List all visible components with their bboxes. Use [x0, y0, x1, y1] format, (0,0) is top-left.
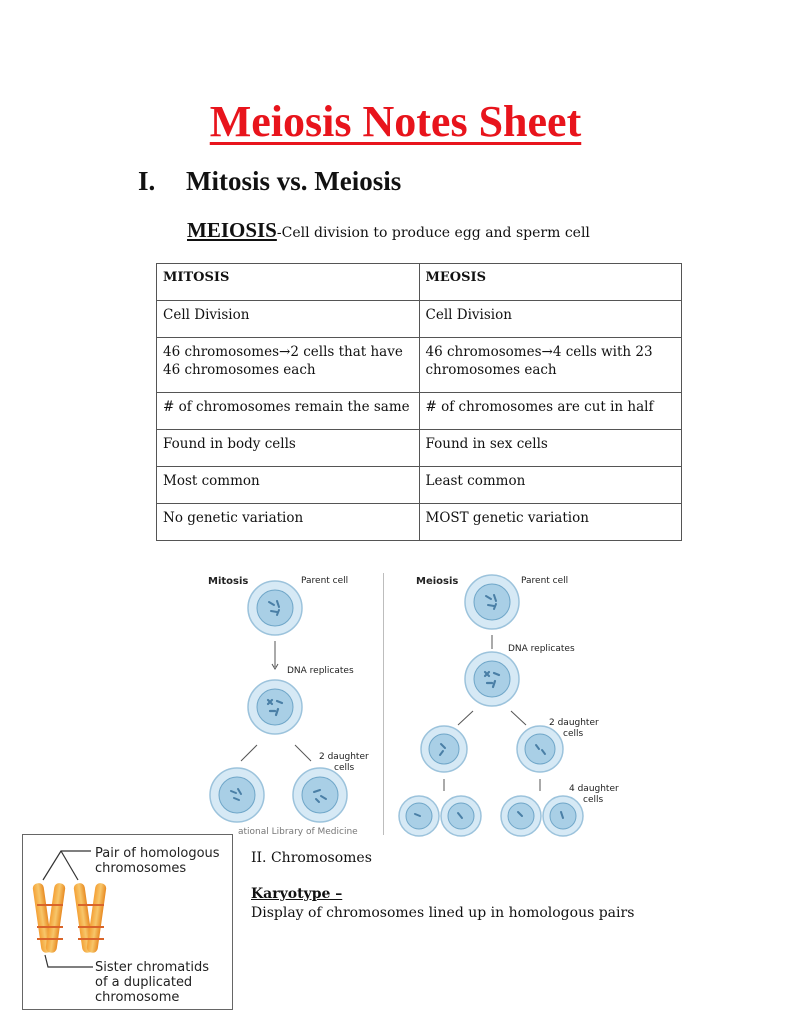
- table-row: [157, 430, 682, 467]
- table-cell: Least common: [419, 467, 682, 504]
- cell-division-diagram: [195, 565, 625, 840]
- table-cell: # of chromosomes remain the same: [157, 393, 420, 430]
- section2-heading: II. Chromosomes: [251, 850, 372, 866]
- meiosis-arrow-right: [511, 711, 526, 725]
- table-cell: MOST genetic variation: [419, 504, 682, 541]
- meiosis-arrow-left: [458, 711, 473, 725]
- image-credit: ational Library of Medicine: [238, 827, 358, 837]
- pointer-line: [61, 851, 78, 880]
- mitosis-daughter-cell: [210, 768, 264, 822]
- table-cell: Cell Division: [157, 301, 420, 338]
- mitosis-replicated-cell: [248, 680, 302, 734]
- meiosis-daughter-cell: [421, 726, 467, 772]
- meiosis-daughter-cell: [517, 726, 563, 772]
- meiosis-two-daughter-label: 2 daughter: [549, 718, 599, 728]
- mitosis-dna-label: DNA replicates: [287, 666, 354, 676]
- table-cell: Found in body cells: [157, 430, 420, 467]
- table-row: [157, 301, 682, 338]
- meiosis-two-daughter-label-2: cells: [563, 729, 584, 739]
- label-sister-chromatids-3: chromosome: [95, 990, 180, 1005]
- chromosome: [73, 883, 107, 954]
- mitosis-parent-cell: [248, 581, 302, 635]
- pointer-line: [45, 955, 93, 967]
- mitosis-arrow-left: [241, 745, 257, 761]
- table-cell: Found in sex cells: [419, 430, 682, 467]
- label-sister-chromatids: Sister chromatids: [95, 960, 209, 975]
- definition-term: MEIOSIS: [187, 218, 277, 242]
- chromosome: [32, 883, 66, 954]
- page-title: Meiosis Notes Sheet: [209, 97, 582, 146]
- karyotype-term: Karyotype –: [251, 886, 343, 902]
- table-cell: # of chromosomes are cut in half: [419, 393, 682, 430]
- header-meiosis: MEOSIS: [419, 264, 682, 301]
- meiosis-four-daughter-label-2: cells: [583, 795, 604, 805]
- section-heading: [138, 166, 401, 197]
- label-sister-chromatids-2: of a duplicated: [95, 975, 193, 990]
- table-cell: No genetic variation: [157, 504, 420, 541]
- label-homologous-pair-2: chromosomes: [95, 861, 187, 876]
- table-cell: 46 chromosomes→4 cells with 23 chromosomes each: [419, 338, 682, 393]
- definition-text: -Cell division to produce egg and sperm cell: [276, 225, 590, 241]
- label-homologous-pair: Pair of homologous: [95, 846, 220, 861]
- header-mitosis: MITOSIS: [157, 264, 420, 301]
- meiosis-gamete-cell: [441, 796, 481, 836]
- pointer-line: [43, 851, 91, 880]
- meiosis-parent-label: Parent cell: [521, 576, 569, 586]
- table-row: [157, 504, 682, 541]
- table-row: [157, 338, 682, 393]
- karyotype-definition: Display of chromosomes lined up in homologous pairs: [251, 905, 635, 921]
- meiosis-gamete-cell: [399, 796, 439, 836]
- table-row: [157, 393, 682, 430]
- meiosis-parent-cell: [465, 575, 519, 629]
- mitosis-label: Mitosis: [208, 576, 249, 587]
- meiosis-four-daughter-label: 4 daughter: [569, 784, 619, 794]
- meiosis-definition: [187, 218, 590, 243]
- section-title: Mitosis vs. Meiosis: [186, 166, 402, 196]
- meiosis-gamete-cell: [543, 796, 583, 836]
- table-header-row: [157, 264, 682, 301]
- mitosis-arrow-right: [295, 745, 311, 761]
- table-cell: 46 chromosomes→2 cells that have 46 chromosomes each: [157, 338, 420, 393]
- table-row: [157, 467, 682, 504]
- meiosis-dna-label: DNA replicates: [508, 644, 575, 654]
- mitosis-parent-label: Parent cell: [301, 576, 349, 586]
- meiosis-replicated-cell: [465, 652, 519, 706]
- mitosis-daughter-label: 2 daughter: [319, 752, 369, 762]
- chromosome-figure: [22, 834, 233, 1010]
- comparison-table: [156, 263, 682, 541]
- table-cell: Most common: [157, 467, 420, 504]
- mitosis-daughter-label-2: cells: [334, 763, 355, 773]
- table-cell: Cell Division: [419, 301, 682, 338]
- mitosis-daughter-cell: [293, 768, 347, 822]
- section-number: I.: [138, 166, 156, 196]
- meiosis-label: Meiosis: [416, 576, 459, 587]
- meiosis-gamete-cell: [501, 796, 541, 836]
